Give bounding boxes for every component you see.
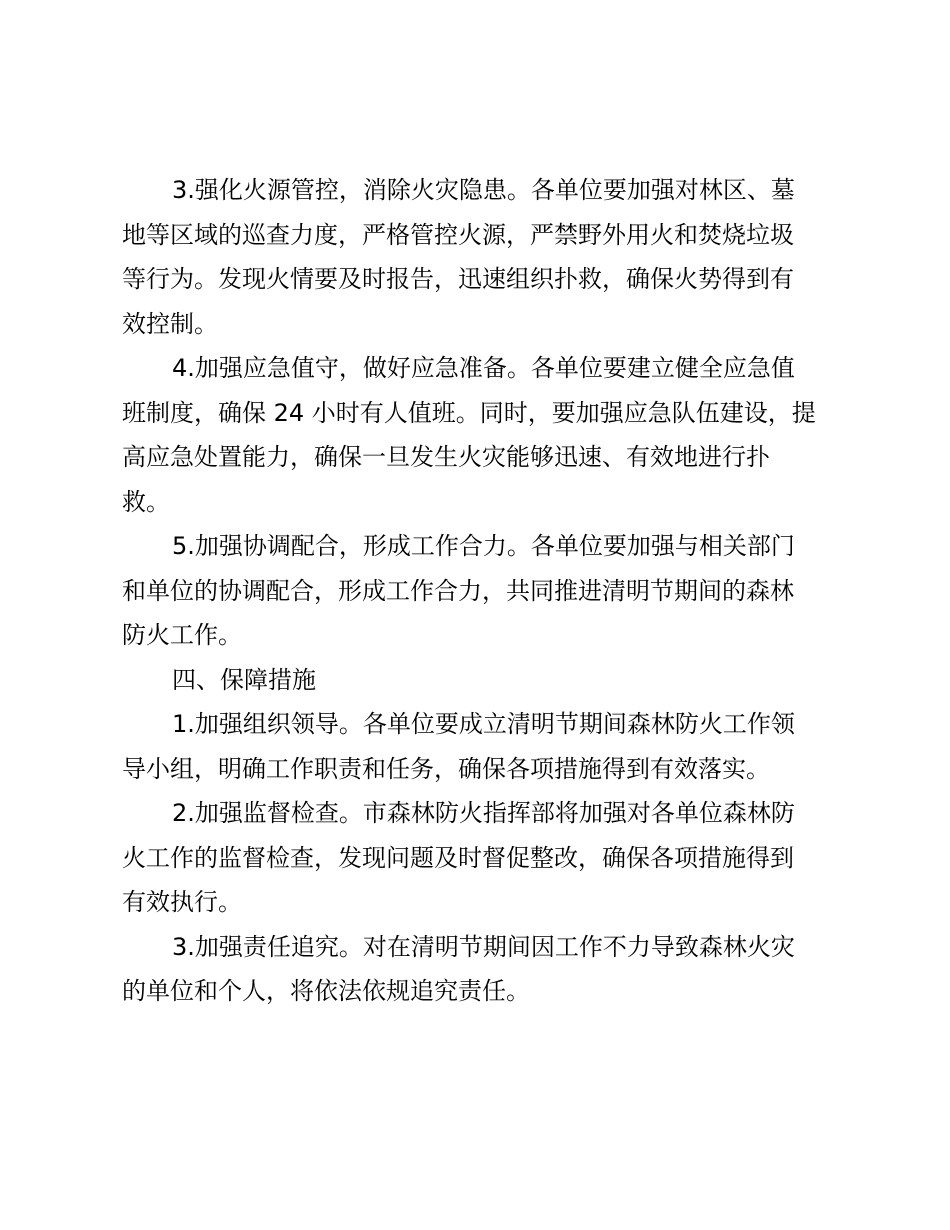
paragraph-line: 有效执行。 — [122, 888, 242, 916]
paragraph-coordination — [122, 524, 838, 658]
paragraph-organization-leadership — [122, 702, 838, 791]
paragraph-line: 救。 — [122, 487, 170, 516]
paragraph-line: 3.强化火源管控，消除火灾隐患。各单位要加强对林区、墓 — [172, 176, 795, 204]
paragraph-line: 和单位的协调配合，形成工作合力，共同推进清明节期间的森林 — [122, 576, 794, 605]
paragraph-line: 4.加强应急值守，做好应急准备。各单位要建立健全应急值 — [172, 354, 795, 382]
paragraph-supervision-inspection — [122, 791, 838, 925]
paragraph-line: 导小组，明确工作职责和任务，确保各项措施得到有效落实。 — [122, 754, 770, 783]
paragraph-accountability — [122, 925, 838, 1014]
paragraph-fire-source-control — [122, 168, 838, 346]
paragraph-line: 火工作的监督检查，发现问题及时督促整改，确保各项措施得到 — [122, 843, 794, 872]
paragraph-line: 2.加强监督检查。市森林防火指挥部将加强对各单位森林防 — [172, 799, 795, 827]
paragraph-line: 的单位和个人，将依法依规追究责任。 — [122, 977, 530, 1005]
paragraph-line: 1.加强组织领导。各单位要成立清明节期间森林防火工作领 — [172, 710, 795, 738]
paragraph-line: 高应急处置能力，确保一旦发生火灾能够迅速、有效地进行扑 — [122, 443, 770, 471]
paragraph-line: 效控制。 — [122, 309, 218, 338]
document-body — [122, 168, 838, 1014]
paragraph-line: 班制度，确保 24 小时有人值班。同时，要加强应急队伍建设，提 — [122, 398, 816, 427]
section-heading: 四、保障措施 — [172, 665, 316, 694]
paragraph-line: 防火工作。 — [122, 621, 242, 649]
section-heading-safeguards — [122, 658, 838, 703]
paragraph-line: 5.加强协调配合，形成工作合力。各单位要加强与相关部门 — [172, 532, 795, 560]
paragraph-emergency-duty — [122, 346, 838, 524]
paragraph-line: 3.加强责任追究。对在清明节期间因工作不力导致森林火灾 — [172, 932, 795, 961]
paragraph-line: 地等区域的巡查力度，严格管控火源，严禁野外用火和焚烧垃圾 — [122, 220, 794, 249]
paragraph-line: 等行为。发现火情要及时报告，迅速组织扑救，确保火势得到有 — [122, 265, 794, 293]
